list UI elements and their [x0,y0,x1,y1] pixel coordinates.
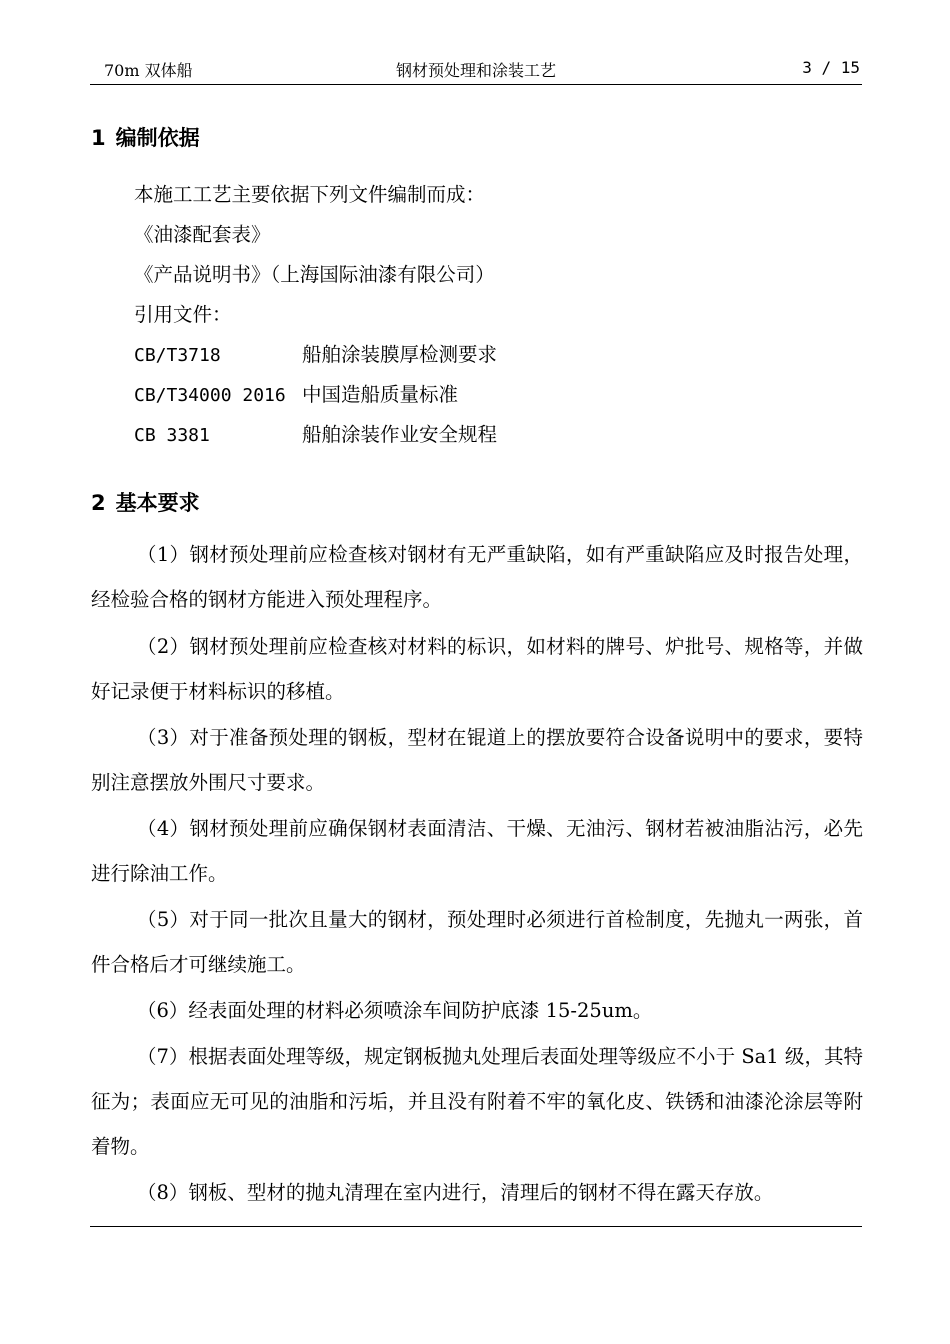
section-2-title: 基本要求 [115,491,200,515]
section-1-number: 1 [91,126,106,150]
section-2-number: 2 [91,491,106,515]
requirement-item: （5）对于同一批次且量大的钢材，预处理时必须进行首检制度，先抛丸一两张，首件合格后才可继续施工。 [91,908,863,976]
requirement-item: （7）根据表面处理等级，规定钢板抛丸处理后表面处理等级应不小于 Sa1 级，其特征为；表面应无可见的油脂和污垢，并且没有附着不牢的氧化皮、铁锈和油漆沦涂层等附着物。 [91,1045,863,1158]
section-1-intro: 本施工工艺主要依据下列文件编制而成： [134,183,486,206]
ref-item [134,379,458,407]
ref-title: 船舶涂装作业安全规程 [302,423,498,446]
footer-rule [90,1226,862,1227]
ref-title: 船舶涂装膜厚检测要求 [302,343,498,366]
section-1-heading [91,122,200,152]
requirement-item: （4）钢材预处理前应确保钢材表面清洁、干燥、无油污、钢材若被油脂沾污，必先进行除油工作。 [91,817,863,885]
requirement-item: （2）钢材预处理前应检查核对材料的标识，如材料的牌号、炉批号、规格等，并做好记录便于材料标识的移植。 [91,635,863,703]
refs-label: 引用文件： [134,303,232,326]
requirement-item: （8）钢板、型材的抛丸清理在室内进行，清理后的钢材不得在露天存放。 [137,1181,774,1204]
ref-item [134,419,497,447]
page-header [90,56,862,85]
doc-item: 《油漆配套表》 [134,223,271,246]
ref-code: CB 3381 [134,425,210,446]
ref-code: CB/T3718 [134,345,221,366]
requirement-item: （3）对于准备预处理的钢板，型材在锟道上的摆放要符合设备说明中的要求，要特别注意摆放外围尺寸要求。 [91,726,863,794]
ref-item [134,339,497,367]
ref-title: 中国造船质量标准 [302,383,459,406]
ref-code: CB/T34000 2016 [134,385,286,406]
requirement-item: （6）经表面处理的材料必须喷涂车间防护底漆 15-25um。 [137,999,653,1022]
section-1-title: 编制依据 [115,126,200,150]
header-page-number: 3 / 15 [802,58,860,77]
doc-item: 《产品说明书》（上海国际油漆有限公司） [134,263,495,286]
header-title: 钢材预处理和涂装工艺 [395,61,556,80]
section-2-heading [91,487,200,517]
requirement-item: （1）钢材预处理前应检查核对钢材有无严重缺陷，如有严重缺陷应及时报告处理，经检验合格的钢材方能进入预处理程序。 [91,543,863,611]
header-project: 70m 双体船 [104,61,193,80]
